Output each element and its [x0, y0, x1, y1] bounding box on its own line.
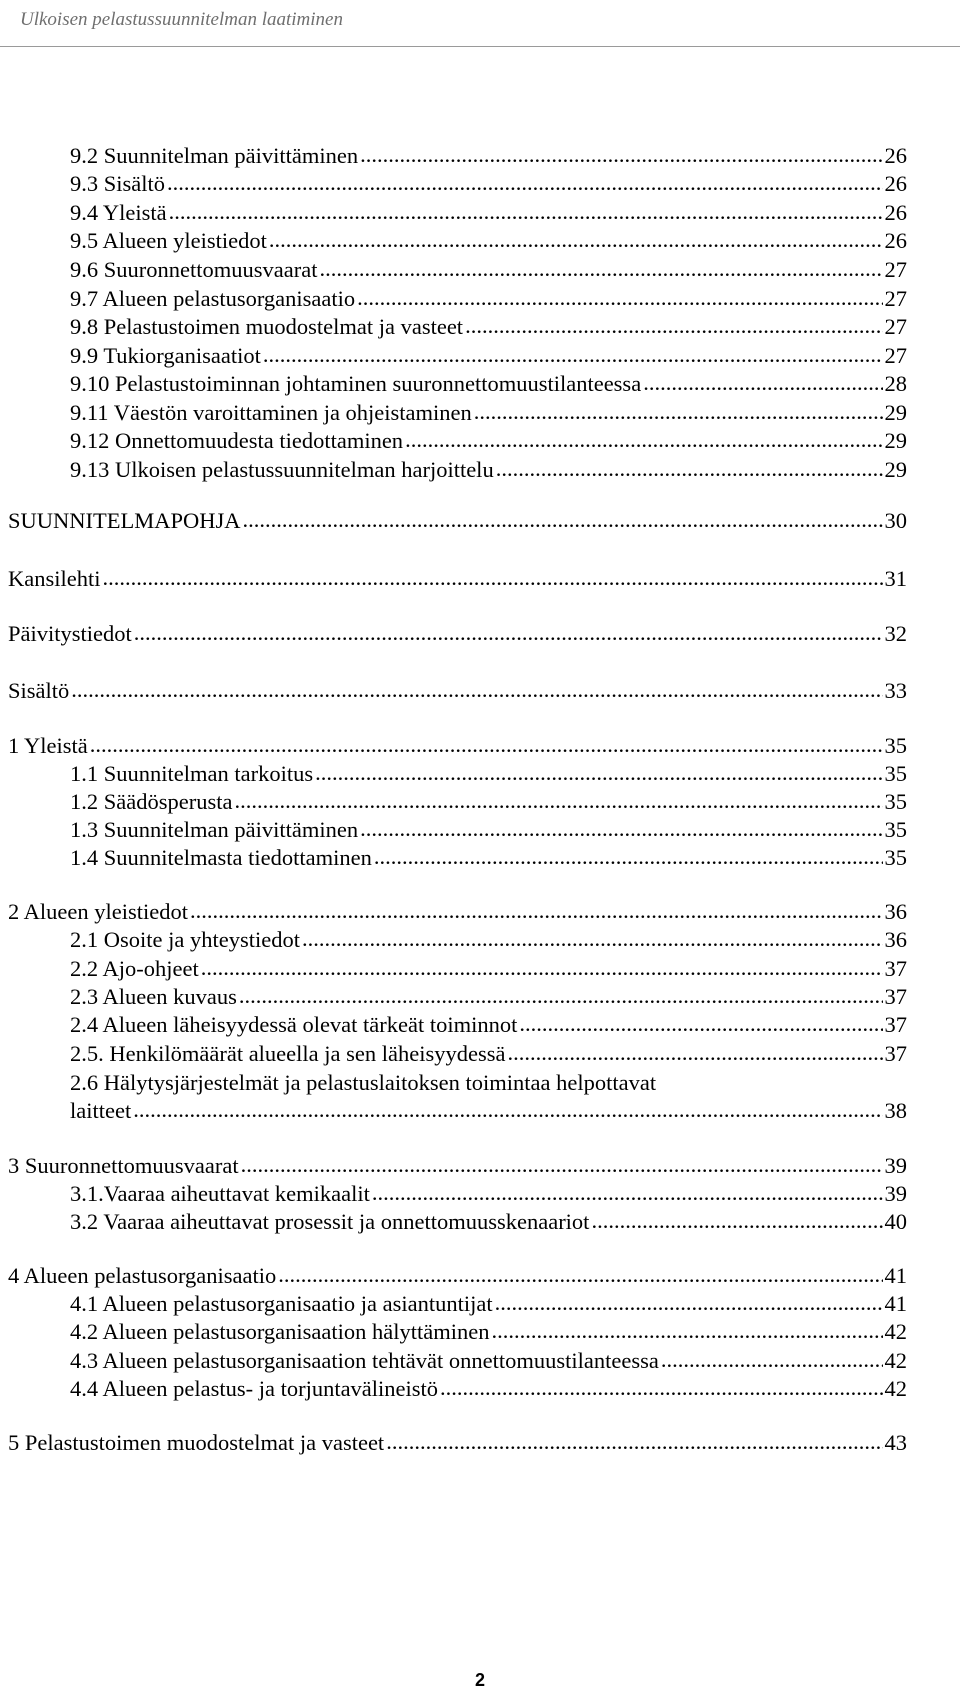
- toc-entry-page: 38: [884, 1098, 907, 1123]
- toc-entry-page: 27: [884, 286, 907, 311]
- toc-entry[interactable]: [70, 816, 907, 844]
- toc-entry[interactable]: [8, 677, 907, 705]
- toc-entry-title: 3 Suuronnettomuusvaarat: [8, 1153, 239, 1178]
- toc-entry[interactable]: [70, 955, 907, 983]
- toc-dot-leader: [169, 198, 883, 226]
- toc-entry[interactable]: [70, 1180, 907, 1208]
- toc-dot-leader: [167, 169, 882, 197]
- toc-entry[interactable]: [8, 732, 907, 760]
- toc-entry[interactable]: [70, 342, 907, 370]
- toc-entry-page: 33: [884, 678, 907, 703]
- toc-entry-title: 9.12 Onnettomuudesta tiedottaminen: [70, 428, 404, 453]
- toc-entry[interactable]: [70, 256, 907, 284]
- toc-dot-leader: [239, 982, 883, 1010]
- toc-entry-page: 41: [884, 1263, 907, 1288]
- toc-dot-leader: [440, 1374, 882, 1402]
- toc-entry[interactable]: [70, 844, 907, 872]
- toc-entry[interactable]: [70, 227, 907, 255]
- toc-dot-leader: [643, 369, 882, 397]
- toc-dot-leader: [269, 226, 883, 254]
- toc-entry-page: 42: [884, 1348, 907, 1373]
- toc-entry-page: 27: [884, 343, 907, 368]
- toc-dot-leader: [263, 341, 883, 369]
- toc-entry-title: 4.1 Alueen pelastusorganisaatio ja asiantuntijat: [70, 1291, 493, 1316]
- toc-entry-title: 1.2 Säädösperusta: [70, 789, 233, 814]
- toc-entry[interactable]: [70, 1069, 907, 1097]
- toc-dot-leader: [360, 815, 882, 843]
- toc-dot-leader: [357, 284, 882, 312]
- toc-entry-page: 35: [884, 761, 907, 786]
- toc-entry-title: Kansilehti: [8, 566, 101, 591]
- toc-dot-leader: [519, 1010, 882, 1038]
- toc-dot-leader: [474, 398, 883, 426]
- toc-entry-page: 35: [884, 845, 907, 870]
- toc-entry[interactable]: [8, 1152, 907, 1180]
- toc-entry-title: 4.4 Alueen pelastus- ja torjuntavälineistö: [70, 1376, 439, 1401]
- toc-entry-title: 9.10 Pelastustoiminnan johtaminen suuronnettomuustilanteessa: [70, 371, 642, 396]
- toc-entry-title: 2.4 Alueen läheisyydessä olevat tärkeät toiminnot: [70, 1012, 518, 1037]
- toc-entry[interactable]: [70, 142, 907, 170]
- toc-entry-title: 9.4 Yleistä: [70, 200, 167, 225]
- toc-entry-title: 9.9 Tukiorganisaatiot: [70, 343, 261, 368]
- toc-dot-leader: [374, 843, 883, 871]
- toc-entry-page: 43: [884, 1430, 907, 1455]
- toc-entry[interactable]: [70, 1040, 907, 1068]
- toc-entry[interactable]: [70, 1375, 907, 1403]
- toc-dot-leader: [495, 1289, 883, 1317]
- toc-entry[interactable]: [70, 788, 907, 816]
- toc-entry-title: 2.5. Henkilömäärät alueella ja sen läheisyydessä: [70, 1041, 506, 1066]
- toc-dot-leader: [360, 141, 882, 169]
- toc-entry-title: 9.13 Ulkoisen pelastussuunnitelman harjoittelu: [70, 457, 494, 482]
- toc-entry-title: 9.11 Väestön varoittaminen ja ohjeistaminen: [70, 400, 472, 425]
- toc-dot-leader: [190, 897, 883, 925]
- toc-entry[interactable]: [70, 1208, 907, 1236]
- toc-entry-title: 4.2 Alueen pelastusorganisaation hälyttäminen: [70, 1319, 490, 1344]
- toc-dot-leader: [134, 619, 883, 647]
- toc-dot-leader: [465, 312, 882, 340]
- toc-entry-page: 36: [884, 899, 907, 924]
- toc-entry-page: 27: [884, 257, 907, 282]
- toc-entry-title: Sisältö: [8, 678, 70, 703]
- toc-entry-page: 37: [884, 1041, 907, 1066]
- toc-entry-title: 3.2 Vaaraa aiheuttavat prosessit ja onnettomuusskenaariot: [70, 1209, 590, 1234]
- toc-entry-page: 31: [884, 566, 907, 591]
- toc-dot-leader: [234, 787, 882, 815]
- toc-dot-leader: [661, 1346, 883, 1374]
- toc-entry-page: 29: [884, 400, 907, 425]
- toc-entry-title: 9.6 Suuronnettomuusvaarat: [70, 257, 318, 282]
- toc-entry[interactable]: [8, 898, 907, 926]
- toc-entry[interactable]: [70, 370, 907, 398]
- toc-entry-page: 42: [884, 1376, 907, 1401]
- toc-dot-leader: [201, 954, 883, 982]
- toc-entry[interactable]: [70, 1347, 907, 1375]
- toc-entry[interactable]: [70, 1097, 907, 1125]
- toc-dot-leader: [241, 1151, 883, 1179]
- toc-entry[interactable]: [70, 170, 907, 198]
- toc-entry-page: 26: [884, 171, 907, 196]
- toc-entry[interactable]: [70, 1318, 907, 1346]
- toc-dot-leader: [302, 925, 883, 953]
- toc-entry-page: 26: [884, 228, 907, 253]
- toc-entry[interactable]: [70, 313, 907, 341]
- toc-dot-leader: [102, 564, 882, 592]
- toc-entry-title: laitteet: [70, 1098, 132, 1123]
- toc-entry[interactable]: [8, 507, 907, 535]
- toc-entry-title: 2 Alueen yleistiedot: [8, 899, 188, 924]
- toc-entry[interactable]: [70, 1290, 907, 1318]
- toc-dot-leader: [372, 1179, 883, 1207]
- toc-entry-title: 1.3 Suunnitelman päivittäminen: [70, 817, 359, 842]
- toc-entry-title: Päivitystiedot: [8, 621, 132, 646]
- toc-entry-page: 37: [884, 984, 907, 1009]
- toc-entry[interactable]: [70, 926, 907, 954]
- toc-entry-page: 35: [884, 817, 907, 842]
- toc-entry[interactable]: [70, 285, 907, 313]
- toc-entry[interactable]: [70, 456, 907, 484]
- toc-entry-title: 1.4 Suunnitelmasta tiedottaminen: [70, 845, 372, 870]
- toc-dot-leader: [319, 255, 882, 283]
- toc-entry-title: 2.6 Hälytysjärjestelmät ja pelastuslaitoksen toimintaa helpottavat: [70, 1070, 657, 1095]
- toc-entry-title: 9.2 Suunnitelman päivittäminen: [70, 143, 359, 168]
- toc-entry-title: 4.3 Alueen pelastusorganisaation tehtävät onnettomuustilanteessa: [70, 1348, 659, 1373]
- toc-entry[interactable]: [8, 1262, 907, 1290]
- toc-dot-leader: [90, 731, 883, 759]
- toc-dot-leader: [71, 676, 882, 704]
- toc-dot-leader: [278, 1261, 882, 1289]
- toc-entry-page: 42: [884, 1319, 907, 1344]
- toc-dot-leader: [405, 426, 882, 454]
- toc-entry-title: 2.2 Ajo-ohjeet: [70, 956, 199, 981]
- toc-entry-page: 30: [884, 508, 907, 533]
- toc-entry-page: 37: [884, 956, 907, 981]
- toc-dot-leader: [315, 759, 882, 787]
- toc-entry-page: 41: [884, 1291, 907, 1316]
- toc-entry[interactable]: [70, 983, 907, 1011]
- toc-entry-page: 32: [884, 621, 907, 646]
- toc-entry-page: 37: [884, 1012, 907, 1037]
- toc-entry[interactable]: [8, 620, 907, 648]
- toc-entry-page: 27: [884, 314, 907, 339]
- toc-dot-leader: [133, 1096, 882, 1124]
- toc-dot-leader: [243, 506, 883, 534]
- toc-entry[interactable]: [8, 565, 907, 593]
- toc-entry[interactable]: [70, 1011, 907, 1039]
- toc-entry-page: 35: [884, 733, 907, 758]
- toc-entry-title: 3.1.Vaaraa aiheuttavat kemikaalit: [70, 1181, 370, 1206]
- toc-entry[interactable]: [8, 1429, 907, 1457]
- toc-entry-title: 2.3 Alueen kuvaus: [70, 984, 237, 1009]
- toc-entry-page: 29: [884, 428, 907, 453]
- toc-dot-leader: [507, 1039, 882, 1067]
- toc-entry[interactable]: [70, 427, 907, 455]
- toc-entry-page: 39: [884, 1181, 907, 1206]
- toc-entry-title: 1.1 Suunnitelman tarkoitus: [70, 761, 314, 786]
- toc-entry-title: 9.3 Sisältö: [70, 171, 166, 196]
- toc-entry-title: 1 Yleistä: [8, 733, 88, 758]
- toc-entry[interactable]: [70, 199, 907, 227]
- toc-entry-page: 26: [884, 143, 907, 168]
- toc-dot-leader: [386, 1428, 882, 1456]
- toc-entry[interactable]: [70, 760, 907, 788]
- toc-entry-page: 26: [884, 200, 907, 225]
- toc-entry-page: 36: [884, 927, 907, 952]
- toc-entry-page: 40: [884, 1209, 907, 1234]
- toc-entry-page: 39: [884, 1153, 907, 1178]
- toc-dot-leader: [496, 455, 883, 483]
- toc-entry-page: 35: [884, 789, 907, 814]
- toc-entry-title: 5 Pelastustoimen muodostelmat ja vasteet: [8, 1430, 385, 1455]
- toc-entry-title: SUUNNITELMAPOHJA: [8, 508, 241, 533]
- toc-entry-title: 9.5 Alueen yleistiedot: [70, 228, 267, 253]
- toc-entry-title: 9.8 Pelastustoimen muodostelmat ja vasteet: [70, 314, 464, 339]
- toc-dot-leader: [591, 1207, 882, 1235]
- toc-dot-leader: [492, 1317, 883, 1345]
- page-number: 2: [474, 1670, 485, 1690]
- toc-entry-page: 28: [884, 371, 907, 396]
- toc-entry-title: 4 Alueen pelastusorganisaatio: [8, 1263, 277, 1288]
- toc-entry-title: 2.1 Osoite ja yhteystiedot: [70, 927, 300, 952]
- toc-entry-page: 29: [884, 457, 907, 482]
- toc-entry[interactable]: [70, 399, 907, 427]
- header-title: Ulkoisen pelastussuunnitelman laatiminen: [20, 9, 343, 30]
- toc-entry-title: 9.7 Alueen pelastusorganisaatio: [70, 286, 356, 311]
